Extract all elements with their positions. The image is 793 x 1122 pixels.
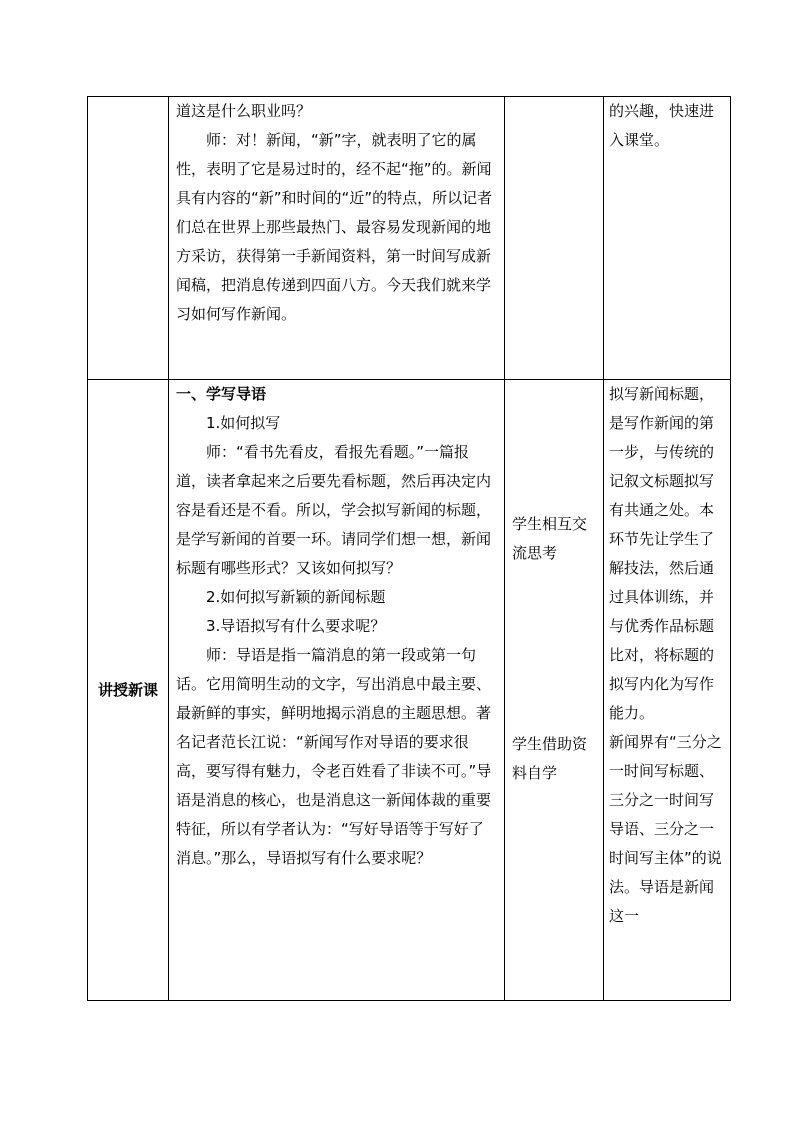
content-paragraph: 道这是什么职业吗？ xyxy=(176,102,312,120)
intent-paragraph: 的兴趣，快速进入课堂。 xyxy=(609,102,715,149)
intent-cell xyxy=(604,97,731,380)
content-cell xyxy=(169,380,505,1001)
content-paragraph: 1.如何拟写 xyxy=(206,414,281,432)
spacer xyxy=(505,568,603,730)
activity-cell xyxy=(505,97,604,380)
intent-cell xyxy=(604,380,731,1001)
intent-paragraph: 新闻界有“三分之一时间写标题、三分之一时间写导语、三分之一时间写主体”的说法。导语是新闻这一 xyxy=(609,733,722,925)
content-paragraph: 师：导语是指一篇消息的第一段或第一句话。它用简明生动的文字，写出消息中最主要、最新鲜的事实，鲜明地揭示消息的主题思想。著名记者范长江说：“新闻写作对导语的要求很高，要写得有魅力，令老百姓看了非读不可。”导语是消息的核心，也是消息这一新闻体裁的重要特征，所以有学者认为：“写好导语等于写好了消息。”那么，导语拟写有什么要求呢？ xyxy=(176,646,492,867)
content-cell xyxy=(169,97,505,380)
table-row xyxy=(88,97,731,380)
section-heading: 一、学写导语 xyxy=(176,385,267,403)
lesson-plan-table xyxy=(87,96,731,1001)
content-paragraph: 师：对！新闻，“新”字，就表明了它的属性，表明了它是易过时的，经不起“拖”的。新闻具有内容的“新”和时间的“近”的特点，所以记者们总在世界上那些最热门、最容易发现新闻的地方采访，获得第一手新闻资料，第一时间写成新闻稿，把消息传递到四面八方。今天我们就来学习如何写作新闻。 xyxy=(176,131,493,323)
stage-cell xyxy=(88,97,169,380)
content-paragraph: 3.导语拟写有什么要求呢？ xyxy=(206,617,386,635)
activity-note: 学生相互交流思考 xyxy=(512,515,588,562)
activity-cell xyxy=(505,380,604,1001)
content-paragraph: 师：“看书先看皮，看报先看题。”一篇报道，读者拿起来之后要先看标题，然后再决定内容是看还是不看。所以，学会拟写新闻的标题，是学写新闻的首要一环。请同学们想一想，新闻标题有哪些形式？又该如何拟写？ xyxy=(176,443,492,577)
intent-paragraph: 拟写新闻标题，是写作新闻的第一步，与传统的记叙文标题拟写有共通之处。本环节先让学生了解技法，然后通过具体训练，并与优秀作品标题比对，将标题的拟写内化为写作能力。 xyxy=(609,385,715,722)
stage-cell: 讲授新课 xyxy=(88,380,169,1001)
table-row xyxy=(88,380,731,1001)
activity-note: 学生借助资料自学 xyxy=(512,735,588,782)
content-paragraph: 2.如何拟写新颖的新闻标题 xyxy=(206,588,386,606)
spacer xyxy=(505,380,603,510)
